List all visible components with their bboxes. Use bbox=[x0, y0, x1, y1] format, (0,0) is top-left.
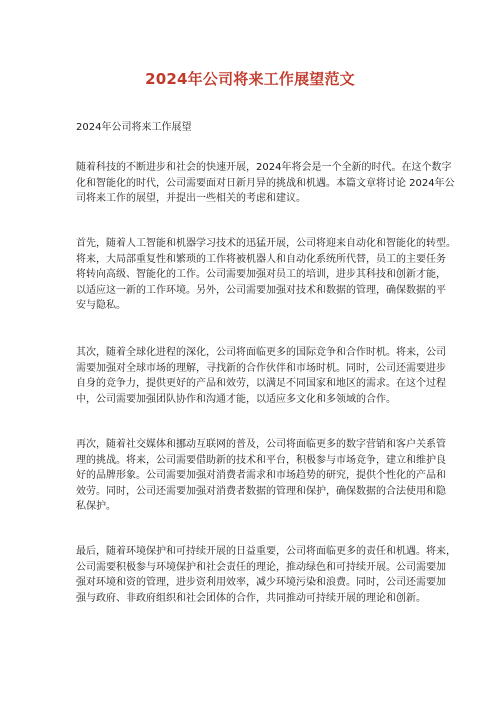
paragraph-line: 理的挑战。将来，公司需要借助新的技术和平台，积极参与市场竞争，建立和维护良 bbox=[76, 454, 446, 466]
paragraph-line: 化和智能化的时代，公司需要面对日新月异的挑战和机遇。本篇文章将讨论 2024年公 bbox=[76, 177, 455, 189]
paragraph-line: 将转向高级、智能化的工作。公司需要加强对员工的培训，进步其科技和创新才能， bbox=[76, 269, 446, 280]
paragraph-line: 将来，大局部重复性和繁琐的工作将被机器人和自动化系统所代替，员工的主要任务 bbox=[76, 253, 446, 265]
paragraph-line: 以适应这一新的工作环境。另外，公司需要加强对技术和数据的管理，确保数据的平 bbox=[76, 284, 446, 296]
paragraph-line: 强与政府、非政府组织和社会团体的合作，共同推动可持续开展的理论和创新。 bbox=[76, 592, 426, 604]
paragraph-line: 效劳。同时，公司还需要加强对消费者数据的管理和保护，确保数据的合法使用和隐 bbox=[76, 485, 446, 497]
paragraph-line: 最后，随着环境保护和可持续开展的日益重要，公司将面临更多的责任和机遇。将来， bbox=[76, 546, 456, 557]
paragraph-third bbox=[76, 437, 446, 515]
paragraph-line: 私保护。 bbox=[76, 501, 116, 512]
paragraph-line: 公司需要积极参与环境保护和社会责任的理论，推动绿色和可持续开展。公司需要加 bbox=[76, 561, 446, 573]
paragraph-line: 首先，随着人工智能和机器学习技术的迅猛开展，公司将迎来自动化和智能化的转型。 bbox=[76, 238, 456, 249]
paragraph-line: 司将来工作的展望，并提出一些相关的考虑和建议。 bbox=[76, 193, 306, 204]
paragraph-line: 中，公司需要加强团队协作和沟通才能，以适应多文化和多领域的合作。 bbox=[76, 393, 396, 405]
paragraph-fourth bbox=[76, 544, 456, 606]
paragraph-intro bbox=[76, 160, 455, 207]
paragraph-line: 随着科技的不断进步和社会的快速开展，2024年将会是一个全新的时代。在这个数字 bbox=[76, 162, 452, 173]
paragraph-first bbox=[76, 236, 456, 314]
document-title: 2024年公司将来工作展望范文 bbox=[145, 70, 355, 88]
paragraph-line: 强对环境和资的管理，进步资利用效率，减少环境污染和浪费。同时，公司还需要加 bbox=[76, 577, 446, 588]
paragraph-line: 自身的竞争力，提供更好的产品和效劳，以满足不同国家和地区的需求。在这个过程 bbox=[76, 378, 446, 389]
paragraph-line: 需要加强对全球市场的理解，寻找新的合作伙伴和市场时机。同时，公司还需要进步 bbox=[76, 362, 446, 374]
paragraph-line: 其次，随着全球化进程的深化，公司将面临更多的国际竞争和合作时机。将来，公司 bbox=[76, 347, 446, 358]
paragraph-line: 安与隐私。 bbox=[76, 300, 126, 311]
document-subtitle: 2024年公司将来工作展望 bbox=[76, 122, 192, 133]
paragraph-line: 好的品牌形象。公司需要加强对消费者需求和市场趋势的研究，提供个性化的产品和 bbox=[76, 470, 446, 481]
paragraph-second bbox=[76, 345, 446, 407]
paragraph-line: 再次，随着社交媒体和挪动互联网的普及，公司将面临更多的数字营销和客户关系管 bbox=[76, 439, 446, 450]
